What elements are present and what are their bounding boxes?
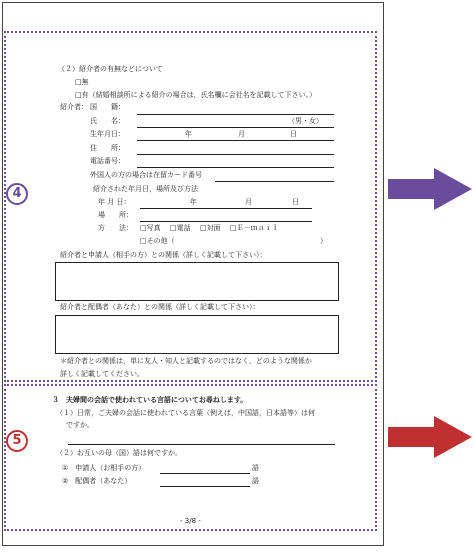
method-face-checkbox[interactable]: □対面: [200, 224, 221, 232]
language-q2: （２）お互いの母（国）語は何ですか。: [56, 449, 182, 457]
option-none-checkbox[interactable]: □無: [75, 78, 89, 86]
red-arrow-icon: [388, 412, 472, 462]
language-q1-line1: （１）日常，ご夫婦の会話に使われている言葉（例えば，中国語，日本語等）は何: [56, 409, 315, 417]
relation-applicant-label: 紹介者と申請人（相手の方）との関係（詳しく記載して下さい）：: [60, 251, 267, 259]
intro-year: 年: [190, 198, 197, 206]
method-phone-checkbox[interactable]: □電話: [170, 224, 191, 232]
applicant-language-label: ① 申請人（お相手の方）: [62, 464, 146, 472]
spouse-language-suffix: 語: [252, 477, 259, 485]
relation-spouse-label: 紹介者と配偶者（あなた）との関係（詳しく記載して下さい）：: [60, 303, 260, 311]
method-other-checkbox[interactable]: □その他（: [140, 237, 175, 245]
relation-spouse-textarea[interactable]: [55, 315, 339, 354]
date-label: 年 月 日：: [98, 198, 131, 206]
nationality-label: 国 籍：: [90, 103, 125, 111]
intro-day: 日: [292, 198, 299, 206]
phone-field[interactable]: [137, 167, 334, 168]
language-heading: ３ 夫婦間の会話で使われている言語についてお尋ねします。: [52, 396, 248, 404]
applicant-language-field[interactable]: [160, 473, 250, 474]
spouse-language-field[interactable]: [160, 486, 250, 487]
birth-day: 日: [290, 130, 297, 138]
nationality-field[interactable]: [137, 114, 334, 115]
relation-note-line2: 詳しく記載してください。: [60, 370, 144, 378]
birth-month: 月: [238, 130, 245, 138]
address-field[interactable]: [137, 154, 334, 155]
intro-month: 月: [245, 198, 252, 206]
method-photo-checkbox[interactable]: □写真: [140, 224, 161, 232]
purple-arrow-icon: [388, 164, 472, 214]
option-yes-checkbox[interactable]: □有（結婚相談所による紹介の場合は，氏名欄に会社名を記載して下さい。）: [75, 91, 317, 99]
relation-note-line1: ＊紹介者との関係は，単に友人・知人と記載するのではなく，どのような関係か: [60, 357, 312, 365]
intro-place-field[interactable]: [140, 221, 312, 222]
language-q1-field[interactable]: [68, 444, 335, 445]
language-q1-line2: ですか。: [66, 421, 94, 429]
introduced-when-heading: 紹介された年月日，場所及び方法: [93, 185, 198, 193]
relation-applicant-textarea[interactable]: [55, 262, 339, 301]
applicant-language-suffix: 語: [252, 464, 259, 472]
introducer-label: 紹介者：: [60, 103, 88, 111]
birth-year: 年: [185, 130, 192, 138]
gender-label: （男・女）: [288, 117, 323, 125]
section-4-marker: 4: [6, 183, 28, 205]
method-label: 方 法：: [98, 224, 133, 232]
method-email-checkbox[interactable]: □Ｅ－ｍａｉｌ: [230, 224, 279, 232]
residence-card-field[interactable]: [215, 181, 334, 182]
residence-card-label: 外国人の方の場合は在留カード番号: [90, 171, 202, 179]
page-number: - 3/8 -: [180, 517, 201, 525]
section-5-marker: 5: [6, 430, 28, 452]
phone-label: 電話番号：: [90, 157, 125, 165]
birthdate-field[interactable]: [137, 140, 334, 141]
spouse-language-label: ② 配偶者（あなた）: [62, 477, 132, 485]
method-other-close: ）: [320, 237, 327, 245]
place-label: 場 所：: [98, 211, 133, 219]
name-field[interactable]: [137, 127, 334, 128]
address-label: 住 所：: [90, 144, 125, 152]
introducer-heading: （２）紹介者の有無などについて: [58, 65, 163, 73]
name-label: 氏 名：: [90, 117, 125, 125]
birthdate-label: 生年月日：: [90, 130, 125, 138]
intro-date-field[interactable]: [140, 208, 312, 209]
